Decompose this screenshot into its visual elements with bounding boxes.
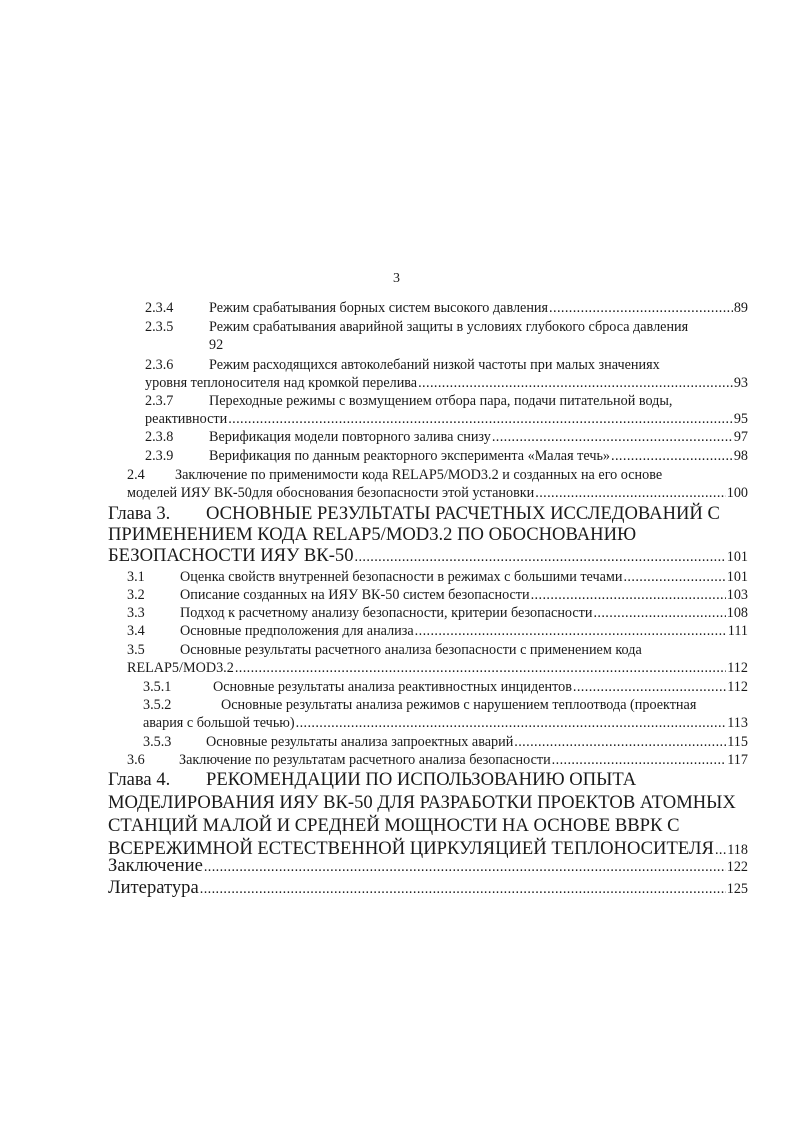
toc-entry-title-line2: авария с большой течью) xyxy=(143,715,295,731)
toc-entry[interactable] xyxy=(127,641,748,677)
toc-entry-title: Верификация модели повторного залива снизу xyxy=(209,429,491,445)
leader-dots xyxy=(514,733,726,751)
toc-entry-number: 3.2 xyxy=(127,587,145,603)
toc-entry-title: Заключение по результатам расчетного анализа безопасности xyxy=(179,752,551,768)
toc-entry-number: 2.3.7 xyxy=(145,393,174,409)
toc-entry-number: 3.5.2 xyxy=(143,697,172,713)
toc-entry-conclusion[interactable] xyxy=(108,855,748,878)
leader-dots xyxy=(418,374,733,392)
toc-entry-title: Оценка свойств внутренней безопасности в режимах с большими течами xyxy=(180,569,623,585)
toc-entry-number: 2.4 xyxy=(127,467,145,483)
chapter-title-line3: БЕЗОПАСНОСТИ ИЯУ ВК-50 xyxy=(108,545,354,566)
toc-entry-number: 2.3.6 xyxy=(145,357,174,373)
toc-entry-title: Заключение xyxy=(108,855,203,876)
toc-chapter[interactable] xyxy=(108,503,748,568)
toc-entry-title: Литература xyxy=(108,877,199,898)
leader-dots xyxy=(535,484,725,502)
toc-entry[interactable] xyxy=(145,318,748,354)
toc-entry[interactable] xyxy=(145,299,748,317)
toc-entry[interactable] xyxy=(145,392,748,428)
toc-entry-title-line1: Переходные режимы с возмущением отбора пара, подачи питательной воды, xyxy=(209,393,673,409)
toc-entry-page: 89 xyxy=(733,300,748,316)
toc-entry-page: 101 xyxy=(726,549,748,565)
toc-entry-page: 108 xyxy=(726,605,748,621)
toc-entry[interactable] xyxy=(127,751,748,769)
toc-entry[interactable] xyxy=(127,604,748,622)
toc-entry-page: 103 xyxy=(726,587,748,603)
page-number: 3 xyxy=(393,271,400,286)
leader-dots xyxy=(531,586,726,604)
toc-entry-title: Верификация по данным реакторного эксперимента «Малая течь» xyxy=(209,448,611,464)
toc-entry-page: 118 xyxy=(727,842,748,858)
chapter-label: Глава 3. xyxy=(108,503,171,524)
toc-entry-number: 3.5.1 xyxy=(143,679,172,695)
toc-entry-number: 2.3.9 xyxy=(145,448,174,464)
toc-entry[interactable] xyxy=(145,356,748,392)
toc-entry[interactable] xyxy=(143,696,748,732)
toc-entry-page: 117 xyxy=(727,752,748,768)
toc-entry-title: Режим срабатывания борных систем высокого давления xyxy=(209,300,549,316)
toc-entry-title-line1: Основные результаты расчетного анализа безопасности с применением кода xyxy=(180,642,642,658)
toc-entry-number: 3.1 xyxy=(127,569,145,585)
chapter-title-line3: СТАНЦИЙ МАЛОЙ И СРЕДНЕЙ МОЩНОСТИ НА ОСНОВЕ ВВРК С xyxy=(108,815,680,836)
toc-entry-page: 112 xyxy=(727,660,748,676)
leader-dots xyxy=(549,299,733,317)
toc-entry[interactable] xyxy=(127,466,748,502)
toc-entry[interactable] xyxy=(145,428,748,446)
chapter-title-line2: ПРИМЕНЕНИЕМ КОДА RELAP5/MOD3.2 ПО ОБОСНОВАНИЮ xyxy=(108,524,637,545)
leader-dots xyxy=(611,447,733,465)
toc-entry-title-line2: уровня теплоносителя над кромкой перелива xyxy=(145,375,418,391)
toc-entry-page: 112 xyxy=(727,679,748,695)
toc-entry-title-line1: Режим расходящихся автоколебаний низкой частоты при малых значениях xyxy=(209,357,660,373)
toc-entry[interactable] xyxy=(143,678,748,696)
toc-entry[interactable] xyxy=(127,586,748,604)
toc-entry[interactable] xyxy=(145,447,748,465)
toc-entry-page: 101 xyxy=(726,569,748,585)
toc-entry-title-line1: Заключение по применимости кода RELAP5/MOD3.2 и созданных на его основе xyxy=(175,467,663,483)
toc-entry[interactable] xyxy=(127,568,748,586)
toc-entry-page: 125 xyxy=(726,881,748,897)
toc-entry-number: 2.3.8 xyxy=(145,429,174,445)
leader-dots xyxy=(204,857,726,878)
toc-entry[interactable] xyxy=(143,733,748,751)
leader-dots xyxy=(355,547,726,568)
chapter-title-line2: МОДЕЛИРОВАНИЯ ИЯУ ВК-50 ДЛЯ РАЗРАБОТКИ ПРОЕКТОВ АТОМНЫХ xyxy=(108,792,736,813)
toc-entry-title: Основные результаты анализа реактивностных инцидентов xyxy=(213,679,572,695)
toc-entry-number: 3.6 xyxy=(127,752,145,768)
leader-dots xyxy=(552,751,727,769)
chapter-title-line1: ОСНОВНЫЕ РЕЗУЛЬТАТЫ РАСЧЕТНЫХ ИССЛЕДОВАНИЙ С xyxy=(206,503,720,524)
toc-entry-number: 2.3.4 xyxy=(145,300,174,316)
leader-dots xyxy=(573,678,726,696)
toc-entry-title-line2: RELAP5/MOD3.2 xyxy=(127,660,234,676)
toc-entry-page: 98 xyxy=(733,448,748,464)
leader-dots xyxy=(492,428,733,446)
toc-entry-page: 113 xyxy=(727,715,748,731)
toc-entry-title-line1: Основные результаты анализа режимов с нарушением теплоотвода (проектная xyxy=(221,697,697,713)
toc-entry-page: 93 xyxy=(733,375,748,391)
toc-entry-number: 3.3 xyxy=(127,605,145,621)
toc-entry-page: 92 xyxy=(209,337,224,353)
toc-entry[interactable] xyxy=(127,622,748,640)
toc-entry-number: 3.5.3 xyxy=(143,734,172,750)
toc-entry-page: 111 xyxy=(727,623,748,639)
leader-dots xyxy=(200,879,726,900)
toc-entry-title: Режим срабатывания аварийной защиты в условиях глубокого сброса давления xyxy=(209,319,689,335)
toc-entry-title: Подход к расчетному анализу безопасности, критерии безопасности xyxy=(180,605,593,621)
toc-chapter[interactable] xyxy=(108,768,748,862)
chapter-title-line1: РЕКОМЕНДАЦИИ ПО ИСПОЛЬЗОВАНИЮ ОПЫТА xyxy=(206,769,637,790)
toc-entry-page: 97 xyxy=(733,429,748,445)
chapter-title-line4: ВСЕРЕЖИМНОЙ ЕСТЕСТВЕННОЙ ЦИРКУЛЯЦИЕЙ ТЕПЛОНОСИТЕЛЯ xyxy=(108,838,714,859)
toc-entry-title: Основные предположения для анализа xyxy=(180,623,414,639)
leader-dots xyxy=(415,622,727,640)
toc-entry-page: 100 xyxy=(726,485,748,501)
leader-dots xyxy=(593,604,725,622)
toc-entry-title-line2: реактивности xyxy=(145,411,228,427)
leader-dots xyxy=(228,410,733,428)
leader-dots xyxy=(296,714,727,732)
toc-entry-page: 122 xyxy=(726,859,748,875)
leader-dots xyxy=(235,659,726,677)
leader-dots xyxy=(623,568,725,586)
toc-entry-references[interactable] xyxy=(108,877,748,900)
toc-entry-title: Основные результаты анализа запроектных аварий xyxy=(206,734,514,750)
toc-entry-number: 3.4 xyxy=(127,623,145,639)
chapter-label: Глава 4. xyxy=(108,769,171,790)
toc-entry-page: 115 xyxy=(727,734,748,750)
toc-entry-title-line2: моделей ИЯУ ВК-50для обоснования безопасности этой установки xyxy=(127,485,535,501)
toc-entry-number: 2.3.5 xyxy=(145,319,174,335)
toc-entry-number: 3.5 xyxy=(127,642,145,658)
toc-entry-page: 95 xyxy=(733,411,748,427)
toc-entry-title: Описание созданных на ИЯУ ВК-50 систем безопасности xyxy=(180,587,530,603)
